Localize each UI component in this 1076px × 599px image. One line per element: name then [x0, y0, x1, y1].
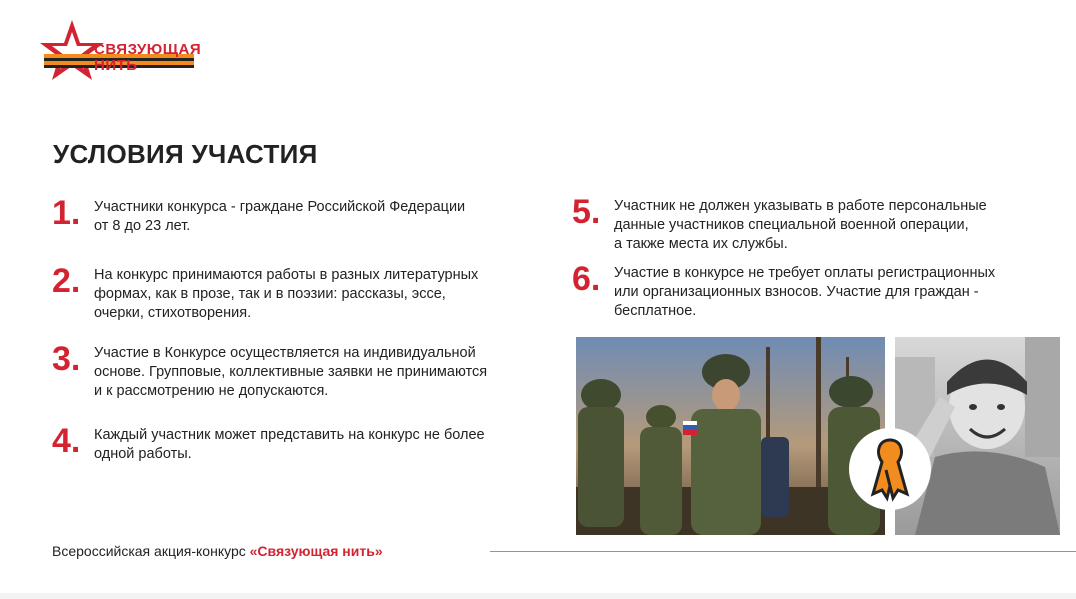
- condition-item-6: [572, 260, 1062, 321]
- ribbon-badge: [849, 428, 931, 510]
- logo-text-line1: СВЯЗУЮЩАЯ: [94, 41, 202, 58]
- condition-number: 1.: [52, 194, 81, 232]
- bottom-strip: [0, 593, 1076, 599]
- condition-text: Участие в конкурсе не требует оплаты регистрационных или организационных взносов. Участие для граждан - бесплатное.: [614, 265, 996, 319]
- condition-text: Участие в Конкурсе осуществляется на индивидуальной основе. Групповые, коллективные заявки не принимаются и к рассмотрению не допускаются.: [94, 345, 488, 399]
- page-title: УСЛОВИЯ УЧАСТИЯ: [53, 139, 318, 169]
- condition-number: 6.: [572, 260, 601, 298]
- condition-text: Каждый участник может представить на конкурс не более одной работы.: [94, 427, 485, 462]
- st-george-ribbon-icon: [849, 428, 931, 510]
- soldiers-photo: [576, 337, 885, 535]
- condition-item-5: [572, 193, 1062, 254]
- condition-number: 4.: [52, 422, 81, 460]
- condition-item-2: [52, 262, 552, 323]
- condition-text: На конкурс принимаются работы в разных литературных формах, как в прозе, так и в поэзии: рассказы, эссе, очерки, стихотворения.: [94, 267, 479, 321]
- condition-item-3: [52, 340, 552, 401]
- condition-number: 3.: [52, 340, 81, 378]
- footer-prefix: Всероссийская акция-конкурс: [52, 543, 250, 559]
- condition-item-1: [52, 194, 552, 236]
- condition-item-4: [52, 422, 552, 464]
- logo-text-line2: НИТЬ: [94, 57, 138, 74]
- condition-number: 2.: [52, 262, 81, 300]
- brand-logo: [40, 18, 200, 88]
- condition-text: Участник не должен указывать в работе персональные данные участников специальной военной операции, а также места их службы.: [614, 198, 987, 252]
- footer-accent: «Связующая нить»: [249, 543, 383, 559]
- footer-divider: [490, 551, 1076, 552]
- condition-text: Участники конкурса - граждане Российской Федерации от 8 до 23 лет.: [94, 199, 466, 234]
- condition-number: 5.: [572, 193, 601, 231]
- footer-caption: [52, 543, 383, 559]
